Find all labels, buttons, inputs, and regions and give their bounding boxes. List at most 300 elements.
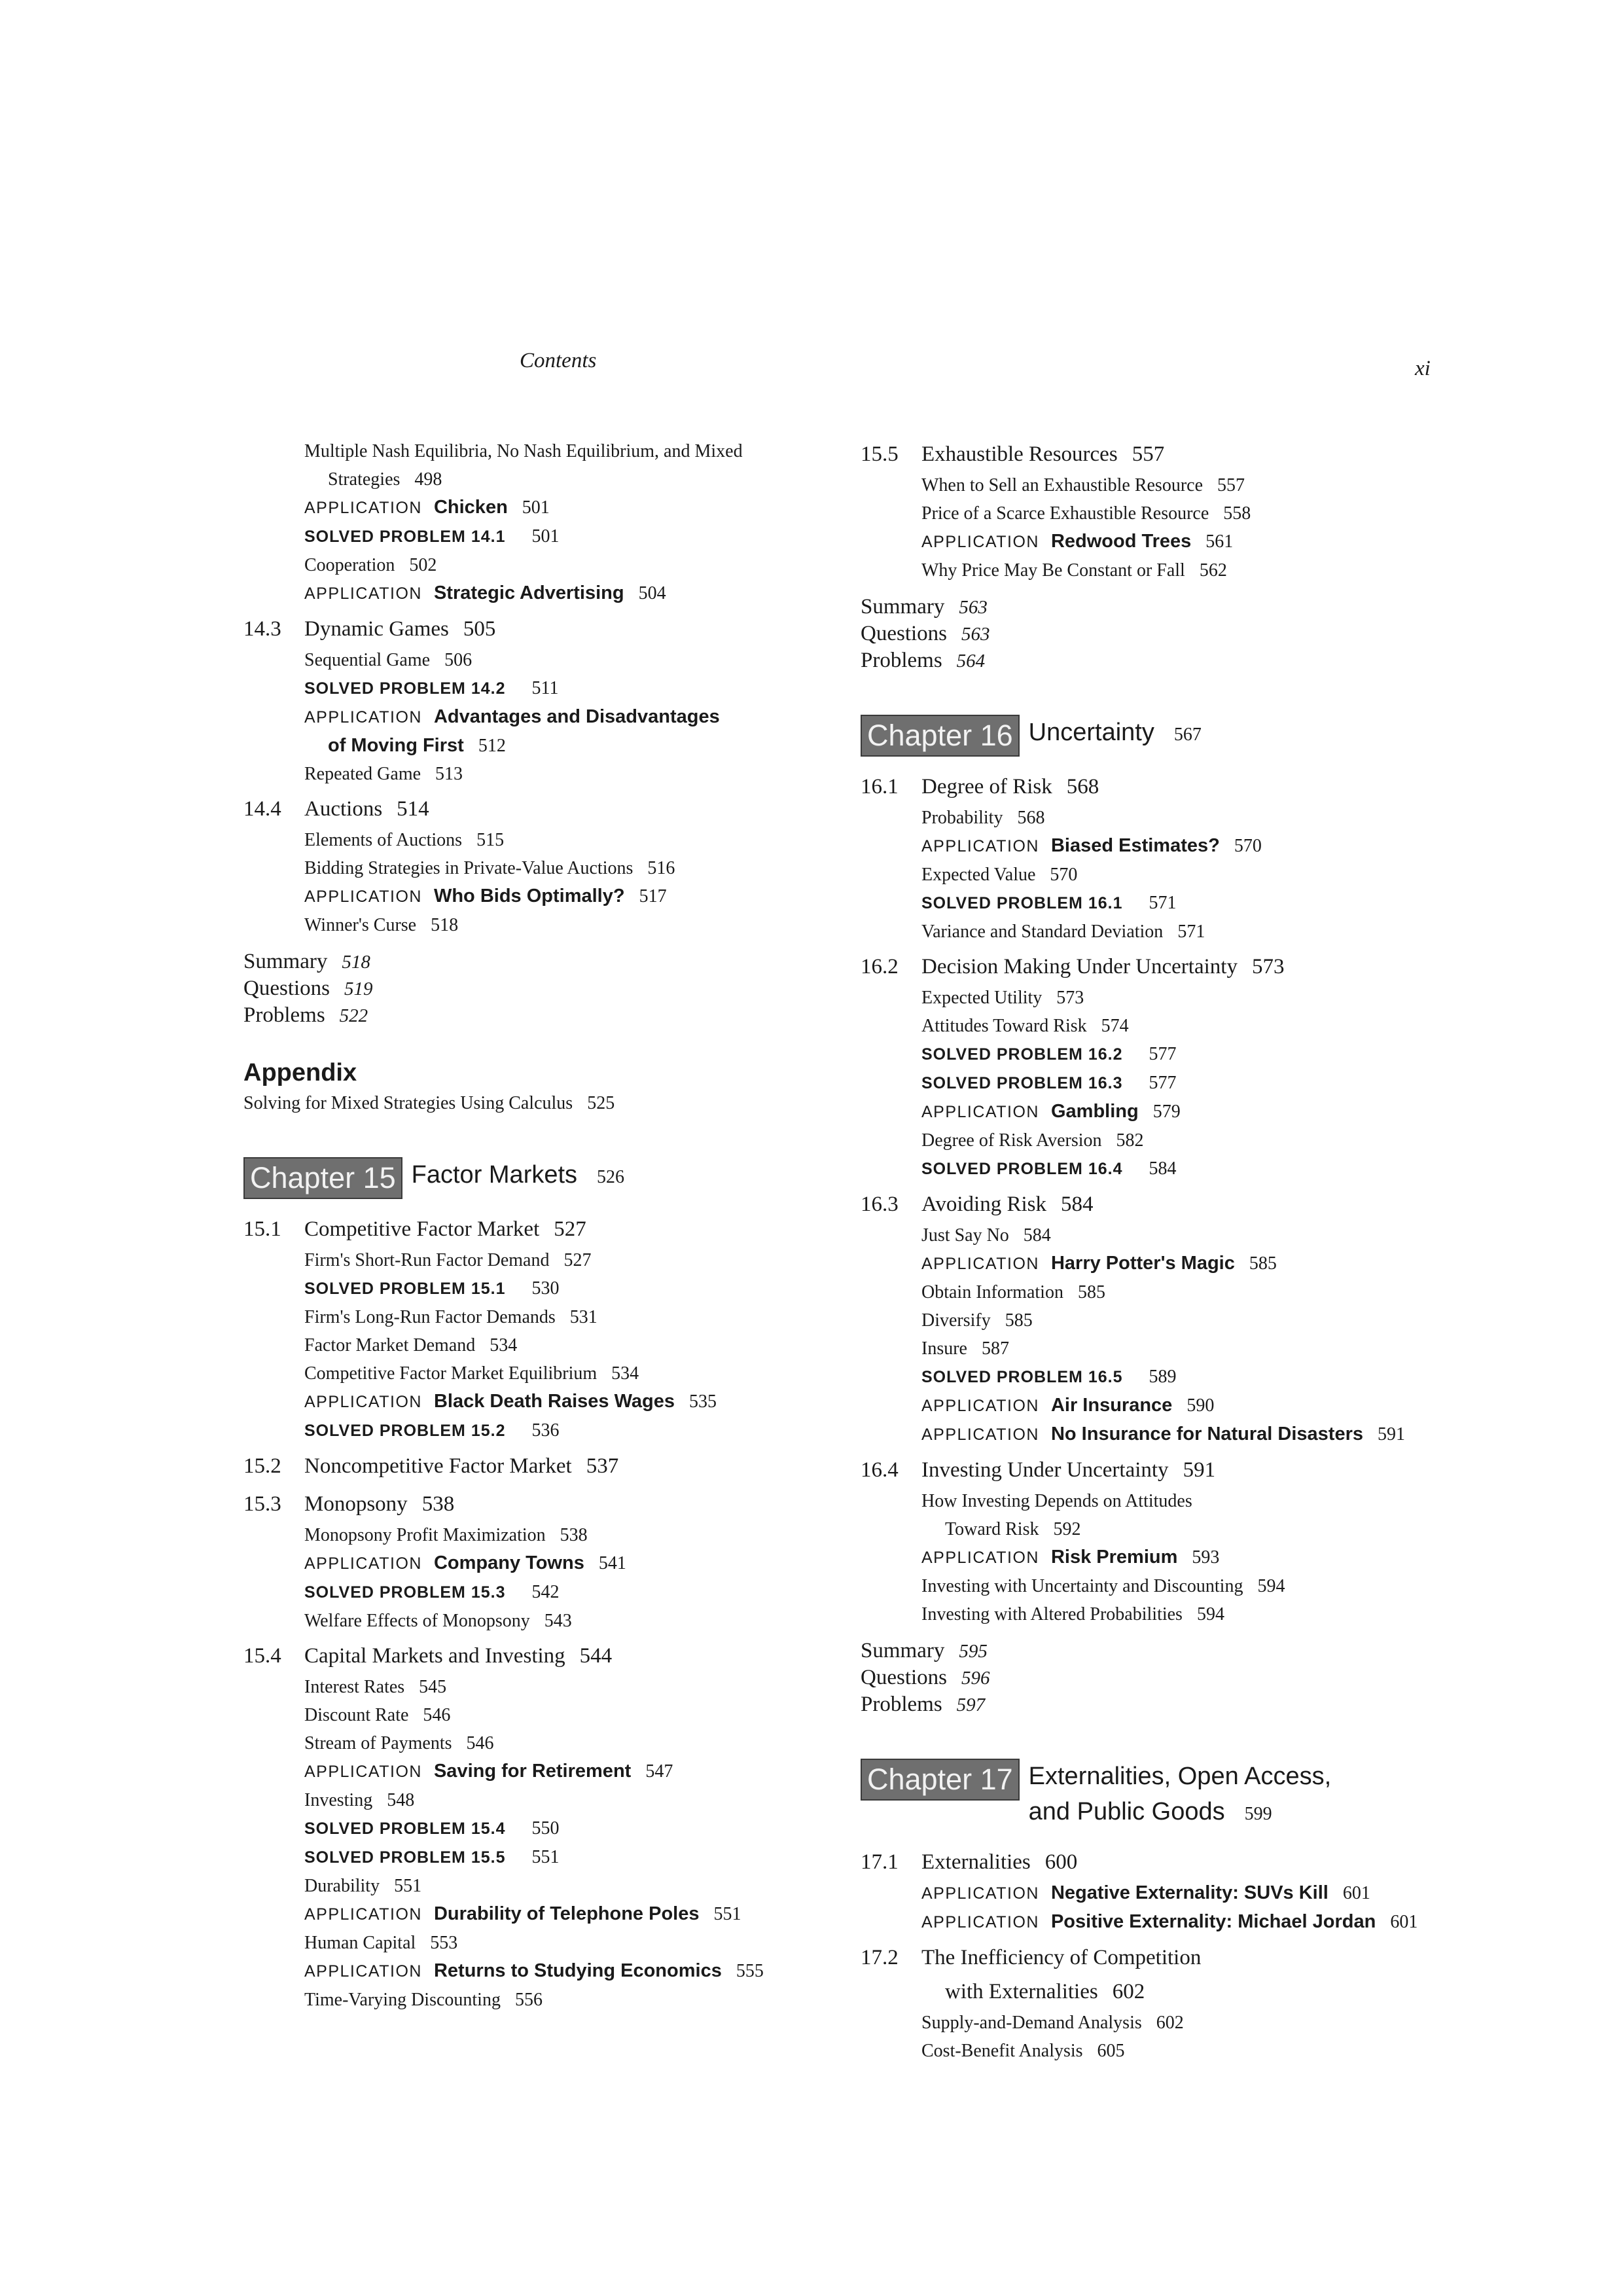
end-matter-label: Summary [861, 1639, 945, 1662]
topic-entry[interactable] [243, 1331, 832, 1359]
application-label: APPLICATION [921, 1913, 1039, 1931]
chapter-badge: Chapter 15 [243, 1157, 402, 1199]
page-ref: 570 [1234, 836, 1262, 856]
application-label: APPLICATION [304, 1905, 422, 1924]
section-items [861, 2009, 1469, 2065]
application-title: Durability of Telephone Poles [433, 1903, 700, 1924]
application-title: Biased Estimates? [1050, 835, 1220, 856]
topic-text: Investing [304, 1790, 373, 1810]
solved-problem-entry[interactable] [243, 1814, 832, 1843]
application-label: APPLICATION [304, 584, 422, 603]
chapter-end-matter [861, 1638, 1469, 1718]
topic-text-cont [921, 1515, 1469, 1543]
page-ref: 593 [1192, 1547, 1220, 1568]
topic-entry[interactable] [861, 471, 1469, 499]
page-ref: 587 [981, 1338, 1009, 1359]
page-ref: 527 [563, 1250, 592, 1270]
topic-entry[interactable] [861, 861, 1469, 889]
application-title: Redwood Trees [1050, 531, 1192, 552]
application-title: Negative Externality: SUVs Kill [1050, 1882, 1329, 1903]
end-matter-label: Summary [243, 950, 328, 973]
application-entry[interactable] [243, 882, 832, 911]
topic-entry[interactable] [861, 1306, 1469, 1335]
page-ref: 562 [1199, 560, 1227, 581]
topic-text: Insure [921, 1338, 967, 1359]
topic-entry[interactable] [861, 1126, 1469, 1155]
page-ref: 585 [1005, 1310, 1033, 1331]
topic-text: Competitive Factor Market Equilibrium [304, 1363, 597, 1384]
application-label: APPLICATION [304, 708, 422, 726]
solved-problem-label: SOLVED PROBLEM 15.2 [304, 1422, 506, 1440]
topic-text: Cooperation [304, 555, 395, 575]
solved-problem-label: SOLVED PROBLEM 14.2 [304, 679, 506, 698]
topic-text: Price of a Scarce Exhaustible Resource [921, 503, 1209, 524]
section-heading[interactable]: 15.1 Competitive Factor Market 527 [243, 1217, 586, 1241]
topic-text: Bidding Strategies in Private-Value Auctions [304, 858, 633, 878]
topic-text: Probability [921, 808, 1003, 828]
end-matter-label: Problems [243, 1003, 325, 1027]
application-label: APPLICATION [921, 533, 1039, 551]
page-ref: 530 [531, 1278, 560, 1299]
page-ref: 571 [1177, 922, 1205, 942]
topic-entry[interactable] [861, 804, 1469, 832]
section-items [243, 1673, 832, 2014]
section-items [861, 1879, 1469, 1937]
page-ref: 584 [1149, 1158, 1177, 1179]
page-ref: 551 [394, 1876, 422, 1896]
page-ref: 551 [531, 1847, 560, 1867]
page-ref: 550 [531, 1818, 560, 1839]
end-matter-entry[interactable] [861, 1664, 1469, 1691]
end-matter-entry[interactable] [861, 647, 1469, 674]
solved-problem-label: SOLVED PROBLEM 16.5 [921, 1368, 1123, 1386]
page-ref: 501 [531, 526, 560, 547]
topic-text: Sequential Game [304, 650, 431, 670]
topic-entry[interactable] [861, 1012, 1469, 1040]
chapter-title: Externalities, Open Access, and Public Goods 599 [1028, 1763, 1332, 1825]
application-label: APPLICATION [304, 499, 422, 517]
section-14-4 [243, 792, 832, 939]
page-ref: 594 [1257, 1576, 1285, 1596]
section-items [861, 1221, 1469, 1449]
topic-entry[interactable] [861, 1572, 1469, 1600]
application-entry[interactable] [861, 1543, 1469, 1572]
topic-entry[interactable] [243, 1673, 832, 1701]
page-ref: 502 [409, 555, 437, 575]
end-matter-entry[interactable] [861, 1638, 1469, 1664]
application-title: Positive Externality: Michael Jordan [1050, 1911, 1376, 1932]
page-ref: 585 [1249, 1253, 1277, 1274]
application-label: APPLICATION [921, 1397, 1039, 1415]
section-heading[interactable]: 16.2 Decision Making Under Uncertainty 573 [861, 955, 1285, 978]
topic-entry[interactable] [243, 1521, 832, 1549]
topic-entry[interactable] [861, 556, 1469, 584]
topic-entry[interactable] [861, 984, 1469, 1012]
chapter-end-matter [243, 948, 832, 1029]
section-items [861, 1487, 1469, 1628]
page-ref: 561 [1205, 531, 1234, 552]
appendix-item[interactable]: Solving for Mixed Strategies Using Calculus 525 [243, 1093, 615, 1113]
section-items [243, 646, 832, 788]
topic-entry[interactable] [243, 1786, 832, 1814]
application-entry[interactable] [861, 1879, 1469, 1908]
section-16-4 [861, 1453, 1469, 1628]
application-entry[interactable] [243, 1900, 832, 1929]
section-heading[interactable]: 17.1 Externalities 600 [861, 1850, 1078, 1874]
topic-text: Investing with Uncertainty and Discounting [921, 1576, 1243, 1596]
page-ref: 551 [713, 1904, 741, 1924]
solved-problem-label: SOLVED PROBLEM 15.5 [304, 1848, 506, 1867]
page-ref: 501 [522, 497, 550, 518]
solved-problem-label: SOLVED PROBLEM 14.1 [304, 528, 506, 546]
end-matter-entry[interactable] [861, 594, 1469, 620]
end-matter-label: Questions [861, 622, 947, 645]
solved-problem-label: SOLVED PROBLEM 16.4 [921, 1160, 1123, 1178]
page-ref: 513 [435, 764, 463, 784]
solved-problem-entry[interactable] [243, 1843, 832, 1872]
end-matter-label: Summary [861, 595, 945, 619]
topic-entry[interactable] [243, 1872, 832, 1900]
page-ref: 605 [1097, 2041, 1125, 2061]
page-ref: 579 [1152, 1102, 1181, 1122]
topic-entry[interactable] [861, 918, 1469, 946]
application-entry[interactable] [861, 1420, 1469, 1449]
chapter-17-heading[interactable] [861, 1759, 1469, 1832]
solved-problem-label: SOLVED PROBLEM 15.1 [304, 1280, 506, 1298]
application-title: Strategic Advertising [433, 583, 624, 603]
section-16-3 [861, 1187, 1469, 1449]
section-16-2 [861, 950, 1469, 1183]
page-ref: 596 [961, 1668, 990, 1689]
page-number: xi [1415, 357, 1431, 380]
section-heading[interactable]: 16.4 Investing Under Uncertainty 591 [861, 1458, 1216, 1482]
page-ref: 515 [476, 830, 505, 850]
page-ref: 601 [1342, 1883, 1370, 1903]
application-title: Saving for Retirement [433, 1761, 632, 1782]
application-title-cont [304, 732, 832, 760]
application-entry[interactable] [861, 1908, 1469, 1937]
end-matter-entry[interactable] [861, 1691, 1469, 1718]
solved-problem-label: SOLVED PROBLEM 15.4 [304, 1820, 506, 1838]
left-column [243, 437, 832, 2014]
page-ref: 582 [1116, 1130, 1144, 1151]
application-label: APPLICATION [921, 1549, 1039, 1567]
topic-entry[interactable] [243, 1246, 832, 1274]
application-title: Black Death Raises Wages [433, 1391, 675, 1412]
topic-text: Degree of Risk Aversion [921, 1130, 1102, 1151]
section-15-5 [861, 437, 1469, 584]
topic-entry[interactable] [243, 437, 832, 493]
application-entry[interactable] [243, 1549, 832, 1578]
chapter-title: Uncertainty 567 [1028, 719, 1202, 746]
page-ref: 589 [1149, 1367, 1177, 1387]
topic-text: Supply-and-Demand Analysis [921, 2013, 1142, 2033]
page-ref: 564 [956, 651, 986, 672]
application-label: APPLICATION [921, 1426, 1039, 1444]
section-heading[interactable]: 14.4 Auctions 514 [243, 797, 429, 821]
application-title: Risk Premium [1050, 1547, 1178, 1568]
topic-entry[interactable] [243, 646, 832, 674]
end-matter-label: Questions [243, 977, 330, 1000]
topic-text: Factor Market Demand [304, 1335, 476, 1355]
topic-text: Expected Utility [921, 988, 1043, 1008]
topic-text: Firm's Short-Run Factor Demand [304, 1250, 550, 1270]
application-entry[interactable] [861, 1249, 1469, 1278]
topic-text: Strategies [328, 469, 401, 490]
page-ref: 591 [1378, 1424, 1406, 1444]
end-matter-label: Questions [861, 1666, 947, 1689]
application-label: APPLICATION [304, 888, 422, 906]
topic-entry[interactable] [861, 499, 1469, 528]
page-ref: 546 [423, 1705, 451, 1725]
topic-text: Why Price May Be Constant or Fall [921, 560, 1185, 581]
solved-problem-entry[interactable] [243, 1416, 832, 1445]
topic-entry[interactable] [861, 2009, 1469, 2037]
section-items [243, 826, 832, 939]
chapter-end-matter [861, 594, 1469, 674]
page-ref: 573 [1056, 988, 1084, 1008]
page-ref: 592 [1053, 1519, 1081, 1539]
section-items [861, 804, 1469, 946]
application-label: APPLICATION [921, 1103, 1039, 1121]
application-entry[interactable] [243, 1757, 832, 1786]
page-ref: 574 [1101, 1016, 1129, 1036]
page-ref: 601 [1390, 1912, 1418, 1932]
section-14-3 [243, 612, 832, 788]
topic-entry[interactable] [861, 1278, 1469, 1306]
section-15-2-heading[interactable]: 15.2 Noncompetitive Factor Market 537 [243, 1454, 619, 1478]
section-heading[interactable]: 17.2 The Inefficiency of Competition with Externalities 602 [861, 1946, 1202, 2003]
page-ref: 534 [611, 1363, 639, 1384]
solved-problem-entry[interactable] [861, 1363, 1469, 1391]
topic-entry[interactable] [243, 1986, 832, 2014]
page-ref: 585 [1077, 1282, 1105, 1302]
solved-problem-entry[interactable] [243, 522, 832, 551]
section-heading[interactable]: 15.3 Monopsony 538 [243, 1492, 455, 1516]
topic-text: Monopsony Profit Maximization [304, 1525, 546, 1545]
section-heading[interactable]: 15.5 Exhaustible Resources 557 [861, 442, 1165, 466]
topic-entry[interactable] [243, 1607, 832, 1635]
section-17-2 [861, 1941, 1469, 2065]
topic-entry[interactable] [243, 1701, 832, 1729]
topic-text: Winner's Curse [304, 915, 417, 935]
solved-problem-entry[interactable] [243, 674, 832, 703]
section-heading[interactable]: 15.4 Capital Markets and Investing 544 [243, 1644, 613, 1668]
application-entry[interactable] [861, 832, 1469, 861]
section-items [243, 1246, 832, 1445]
application-title: No Insurance for Natural Disasters [1050, 1424, 1364, 1444]
appendix-heading: Appendix [243, 1059, 357, 1086]
topic-text: Multiple Nash Equilibria, No Nash Equilibrium, and Mixed [304, 441, 743, 461]
topic-text: Durability [304, 1876, 380, 1896]
topic-entry[interactable] [861, 1221, 1469, 1249]
page-ref: 563 [961, 624, 990, 645]
solved-problem-entry[interactable] [861, 1040, 1469, 1069]
page-ref: 545 [419, 1677, 447, 1697]
section-15-3 [243, 1487, 832, 1635]
chapter-badge: Chapter 17 [861, 1759, 1020, 1801]
solved-problem-entry[interactable] [861, 889, 1469, 918]
section-16-1 [861, 770, 1469, 946]
page-ref: 518 [342, 952, 370, 973]
page-ref: 602 [1156, 2013, 1184, 2033]
topic-entry[interactable] [861, 1487, 1469, 1543]
application-title: Harry Potter's Magic [1050, 1253, 1235, 1274]
section-items [861, 984, 1469, 1183]
topic-entry[interactable] [243, 760, 832, 788]
page-ref: 546 [466, 1733, 494, 1753]
application-label: APPLICATION [304, 1554, 422, 1573]
topic-text-cont [304, 465, 832, 493]
topic-entry[interactable] [243, 1729, 832, 1757]
application-title: Gambling [1050, 1101, 1139, 1122]
page-ref: 556 [514, 1990, 543, 2010]
application-entry[interactable] [243, 493, 832, 522]
topic-entry[interactable] [243, 551, 832, 579]
section-heading[interactable]: 16.3 Avoiding Risk 584 [861, 1193, 1094, 1216]
topic-text: Investing with Altered Probabilities [921, 1604, 1183, 1624]
topic-text: Repeated Game [304, 764, 421, 784]
application-label: APPLICATION [304, 1393, 422, 1411]
page-ref: 595 [959, 1641, 988, 1662]
topic-entry[interactable] [243, 826, 832, 854]
page-ref: 511 [531, 678, 559, 698]
page-ref: 506 [444, 650, 473, 670]
topic-entry[interactable] [243, 1929, 832, 1957]
page-ref: 547 [645, 1761, 673, 1782]
application-title: Chicken [433, 497, 508, 518]
page-ref: 577 [1149, 1044, 1177, 1064]
page-ref: 541 [598, 1553, 626, 1573]
page-ref: 516 [647, 858, 675, 878]
page-ref: 563 [959, 597, 988, 618]
chapter-title: Factor Markets 526 [411, 1161, 625, 1189]
application-label: APPLICATION [921, 1255, 1039, 1273]
page-ref: 531 [569, 1307, 597, 1327]
section-heading[interactable]: 16.1 Degree of Risk 568 [861, 775, 1099, 798]
topic-text: Welfare Effects of Monopsony [304, 1611, 530, 1631]
solved-problem-label: SOLVED PROBLEM 16.3 [921, 1074, 1123, 1092]
page-ref: 590 [1186, 1395, 1215, 1416]
page-ref: 518 [431, 915, 459, 935]
application-label: APPLICATION [304, 1763, 422, 1781]
solved-problem-label: SOLVED PROBLEM 16.2 [921, 1045, 1123, 1064]
end-matter-entry[interactable] [243, 948, 832, 975]
application-title: of Moving First [328, 735, 464, 756]
page-ref: 535 [689, 1391, 717, 1412]
topic-entry[interactable] [861, 2037, 1469, 2065]
page-ref: 594 [1196, 1604, 1224, 1624]
topic-text: Human Capital [304, 1933, 416, 1953]
section-15-4 [243, 1639, 832, 2014]
page-ref: 519 [344, 978, 373, 999]
solved-problem-entry[interactable] [861, 1155, 1469, 1183]
topic-entry[interactable] [861, 1600, 1469, 1628]
page-ref: 512 [478, 736, 506, 756]
application-entry[interactable] [243, 703, 832, 760]
application-entry[interactable] [861, 528, 1469, 556]
topic-text: How Investing Depends on Attitudes [921, 1491, 1192, 1511]
section-items [861, 471, 1469, 584]
section-items [243, 1521, 832, 1635]
end-matter-entry[interactable] [243, 1002, 832, 1029]
solved-problem-entry[interactable] [243, 1274, 832, 1303]
topic-text: Diversify [921, 1310, 991, 1331]
chapter-badge: Chapter 16 [861, 715, 1020, 757]
right-column [861, 437, 1469, 2065]
page-ref: 557 [1217, 475, 1245, 495]
chapter-16-heading[interactable] [861, 715, 1469, 757]
application-title: Air Insurance [1050, 1395, 1173, 1416]
section-15-1 [243, 1212, 832, 1445]
end-matter-entry[interactable] [243, 975, 832, 1002]
application-entry[interactable] [861, 1098, 1469, 1126]
topic-entry[interactable] [243, 854, 832, 882]
topic-text: Stream of Payments [304, 1733, 452, 1753]
page-ref: 597 [956, 1695, 986, 1715]
end-matter-label: Problems [861, 1693, 942, 1716]
page-ref: 517 [639, 886, 667, 906]
topic-entry[interactable] [243, 1303, 832, 1331]
topic-text: When to Sell an Exhaustible Resource [921, 475, 1203, 495]
page-ref: 568 [1017, 808, 1045, 828]
page-ref: 571 [1149, 893, 1177, 913]
application-entry[interactable] [243, 579, 832, 608]
topic-text: Attitudes Toward Risk [921, 1016, 1087, 1036]
application-label: APPLICATION [921, 837, 1039, 855]
application-title: Returns to Studying Economics [433, 1960, 722, 1981]
topic-text: Cost-Benefit Analysis [921, 2041, 1083, 2061]
solved-problem-label: SOLVED PROBLEM 16.1 [921, 894, 1123, 912]
application-entry[interactable] [243, 1957, 832, 1986]
solved-problem-entry[interactable] [861, 1069, 1469, 1098]
page-ref: 498 [414, 469, 442, 490]
section-17-1 [861, 1845, 1469, 1937]
page-ref: 542 [531, 1582, 560, 1602]
end-matter-entry[interactable] [861, 620, 1469, 647]
topic-entry[interactable] [243, 911, 832, 939]
page-ref: 558 [1223, 503, 1251, 524]
topic-text: Discount Rate [304, 1705, 409, 1725]
application-title: Who Bids Optimally? [433, 886, 625, 906]
topic-text: Toward Risk [945, 1519, 1039, 1539]
section-heading[interactable]: 14.3 Dynamic Games 505 [243, 617, 496, 641]
topic-text: Elements of Auctions [304, 830, 463, 850]
section-items [243, 437, 832, 608]
chapter-15-heading[interactable] [243, 1157, 832, 1199]
application-entry[interactable] [861, 1391, 1469, 1420]
end-matter-label: Problems [861, 649, 942, 672]
application-label: APPLICATION [304, 1962, 422, 1981]
application-entry[interactable] [243, 1388, 832, 1416]
topic-text: Just Say No [921, 1225, 1009, 1246]
topic-text: Obtain Information [921, 1282, 1063, 1302]
application-title: Company Towns [433, 1552, 584, 1573]
page-ref: 553 [430, 1933, 458, 1953]
page-ref: 584 [1023, 1225, 1051, 1246]
topic-entry[interactable] [861, 1335, 1469, 1363]
topic-text: Time-Varying Discounting [304, 1990, 501, 2010]
topic-text: Variance and Standard Deviation [921, 922, 1164, 942]
topic-text: Interest Rates [304, 1677, 405, 1697]
application-title: Advantages and Disadvantages [433, 706, 720, 727]
page-ref: 543 [544, 1611, 572, 1631]
solved-problem-entry[interactable] [243, 1578, 832, 1607]
solved-problem-label: SOLVED PROBLEM 15.3 [304, 1583, 506, 1602]
topic-entry[interactable] [243, 1359, 832, 1388]
running-header: Contents [520, 349, 597, 372]
topic-text: Expected Value [921, 865, 1036, 885]
